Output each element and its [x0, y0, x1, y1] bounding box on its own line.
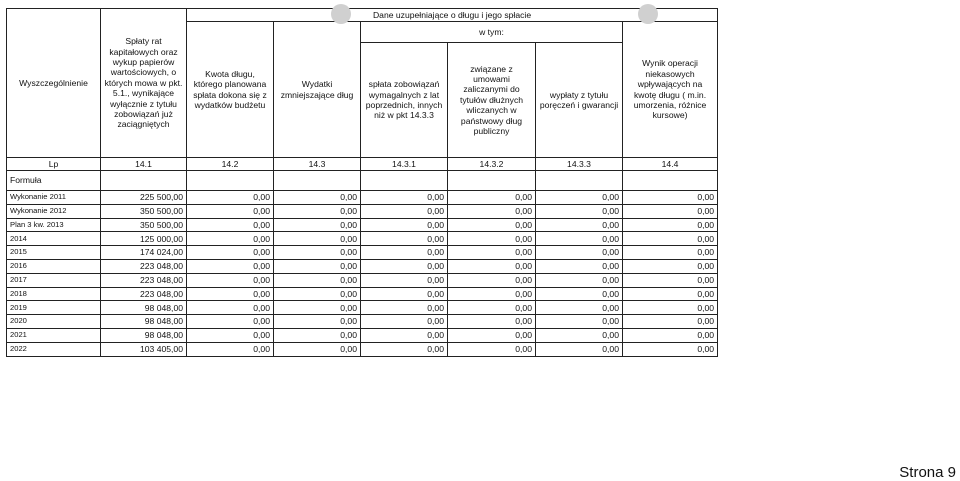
- value-cell: 0,00: [448, 218, 536, 232]
- value-cell: 174 024,00: [101, 246, 187, 260]
- table-row: [7, 232, 718, 246]
- value-cell: 0,00: [361, 273, 448, 287]
- value-cell: 225 500,00: [101, 191, 187, 205]
- value-cell: 0,00: [361, 232, 448, 246]
- value-cell: 0,00: [361, 301, 448, 315]
- value-cell: 0,00: [448, 342, 536, 356]
- value-cell: 0,00: [361, 328, 448, 342]
- value-cell: 0,00: [187, 273, 274, 287]
- value-cell: 0,00: [536, 218, 623, 232]
- value-cell: 0,00: [274, 342, 361, 356]
- table-row: [7, 191, 718, 205]
- value-cell: 0,00: [361, 191, 448, 205]
- table-row: [7, 204, 718, 218]
- value-cell: 0,00: [187, 246, 274, 260]
- header-col-14-2: Kwota długu, którego planowana spłata dokona się z wydatków budżetu: [187, 22, 274, 158]
- value-cell: 0,00: [448, 301, 536, 315]
- value-cell: 350 500,00: [101, 218, 187, 232]
- value-cell: 0,00: [274, 232, 361, 246]
- value-cell: 0,00: [274, 315, 361, 329]
- row-label: Wykonanie 2012: [7, 204, 101, 218]
- value-cell: 0,00: [448, 287, 536, 301]
- value-cell: 0,00: [274, 204, 361, 218]
- value-cell: 0,00: [536, 246, 623, 260]
- value-cell: 0,00: [361, 246, 448, 260]
- value-cell: 0,00: [536, 287, 623, 301]
- value-cell: 0,00: [274, 218, 361, 232]
- data-rows: [7, 191, 718, 357]
- value-cell: 0,00: [623, 204, 718, 218]
- value-cell: 223 048,00: [101, 273, 187, 287]
- value-cell: 0,00: [536, 328, 623, 342]
- table-row: [7, 315, 718, 329]
- formula-cell: [623, 171, 718, 191]
- formula-cell: [274, 171, 361, 191]
- lp-number: 14.3.1: [361, 158, 448, 171]
- value-cell: 0,00: [623, 301, 718, 315]
- row-label: 2021: [7, 328, 101, 342]
- value-cell: 0,00: [274, 259, 361, 273]
- value-cell: 0,00: [623, 328, 718, 342]
- value-cell: 0,00: [274, 287, 361, 301]
- lp-number: 14.3: [274, 158, 361, 171]
- value-cell: 0,00: [448, 315, 536, 329]
- scan-mark-left: [331, 4, 351, 24]
- row-label: 2017: [7, 273, 101, 287]
- table-row: [7, 287, 718, 301]
- formula-row: [7, 171, 718, 191]
- value-cell: 0,00: [623, 218, 718, 232]
- row-label: 2016: [7, 259, 101, 273]
- value-cell: 0,00: [187, 232, 274, 246]
- formula-cell: [101, 171, 187, 191]
- value-cell: 0,00: [274, 273, 361, 287]
- value-cell: 98 048,00: [101, 328, 187, 342]
- page-number: Strona 9: [899, 464, 956, 481]
- lp-number: 14.3.2: [448, 158, 536, 171]
- value-cell: 0,00: [536, 301, 623, 315]
- value-cell: 0,00: [536, 204, 623, 218]
- value-cell: 0,00: [274, 191, 361, 205]
- row-label: 2014: [7, 232, 101, 246]
- row-label: 2020: [7, 315, 101, 329]
- header-label-cell: Wyszczególnienie: [7, 9, 101, 158]
- value-cell: 0,00: [536, 342, 623, 356]
- value-cell: 0,00: [187, 259, 274, 273]
- formula-cell: [536, 171, 623, 191]
- value-cell: 0,00: [623, 315, 718, 329]
- table-row: [7, 259, 718, 273]
- value-cell: 0,00: [623, 232, 718, 246]
- header-col-14-3-1: spłata zobowiązań wymagalnych z lat poprzednich, innych niż w pkt 14.3.3: [361, 43, 448, 158]
- table-row: [7, 246, 718, 260]
- value-cell: 0,00: [274, 246, 361, 260]
- value-cell: 0,00: [187, 204, 274, 218]
- table-row: [7, 273, 718, 287]
- value-cell: 0,00: [361, 259, 448, 273]
- value-cell: 0,00: [448, 191, 536, 205]
- value-cell: 0,00: [274, 328, 361, 342]
- row-label: Plan 3 kw. 2013: [7, 218, 101, 232]
- lp-number: 14.3.3: [536, 158, 623, 171]
- header-col-14-1: Spłaty rat kapitałowych oraz wykup papierów wartościowych, o których mowa w pkt. 5.1., wynikające wyłącznie z tytułu zobowiązań już zaciągniętych: [101, 9, 187, 158]
- value-cell: 0,00: [623, 191, 718, 205]
- value-cell: 0,00: [448, 273, 536, 287]
- value-cell: 0,00: [187, 301, 274, 315]
- formula-cell: [361, 171, 448, 191]
- value-cell: 0,00: [536, 273, 623, 287]
- value-cell: 223 048,00: [101, 259, 187, 273]
- value-cell: 0,00: [187, 218, 274, 232]
- value-cell: 0,00: [448, 204, 536, 218]
- value-cell: 0,00: [361, 204, 448, 218]
- value-cell: 0,00: [623, 246, 718, 260]
- value-cell: 0,00: [187, 287, 274, 301]
- header-col-14-3: Wydatki zmniejszające dług: [274, 22, 361, 158]
- value-cell: 0,00: [536, 259, 623, 273]
- value-cell: 0,00: [448, 232, 536, 246]
- value-cell: 98 048,00: [101, 301, 187, 315]
- formula-cell: [187, 171, 274, 191]
- lp-number: 14.2: [187, 158, 274, 171]
- lp-number: 14.1: [101, 158, 187, 171]
- value-cell: 0,00: [187, 315, 274, 329]
- value-cell: 0,00: [448, 328, 536, 342]
- value-cell: 0,00: [448, 246, 536, 260]
- value-cell: 0,00: [536, 315, 623, 329]
- value-cell: 0,00: [623, 273, 718, 287]
- lp-number: 14.4: [623, 158, 718, 171]
- value-cell: 0,00: [187, 328, 274, 342]
- row-label: 2022: [7, 342, 101, 356]
- header-col-14-3-2: związane z umowami zaliczanymi do tytułów dłużnych wliczanych w państwowy dług publiczny: [448, 43, 536, 158]
- header-group-title: Dane uzupełniające o długu i jego spłacie: [187, 9, 718, 22]
- value-cell: 0,00: [536, 232, 623, 246]
- table-row: [7, 342, 718, 356]
- value-cell: 223 048,00: [101, 287, 187, 301]
- row-label: Wykonanie 2011: [7, 191, 101, 205]
- value-cell: 350 500,00: [101, 204, 187, 218]
- value-cell: 0,00: [361, 315, 448, 329]
- header-w-tym: w tym:: [361, 22, 623, 43]
- formula-cell: [448, 171, 536, 191]
- value-cell: 0,00: [623, 287, 718, 301]
- table-row: [7, 301, 718, 315]
- header-col-14-3-3: wypłaty z tytułu poręczeń i gwarancji: [536, 43, 623, 158]
- value-cell: 0,00: [187, 342, 274, 356]
- row-label: 2019: [7, 301, 101, 315]
- table-row: [7, 328, 718, 342]
- table-row: [7, 218, 718, 232]
- value-cell: 0,00: [361, 218, 448, 232]
- value-cell: 98 048,00: [101, 315, 187, 329]
- row-label: 2018: [7, 287, 101, 301]
- value-cell: 0,00: [536, 191, 623, 205]
- value-cell: 103 405,00: [101, 342, 187, 356]
- value-cell: 0,00: [187, 191, 274, 205]
- lp-row: [7, 158, 718, 171]
- value-cell: 125 000,00: [101, 232, 187, 246]
- debt-data-table: [6, 8, 718, 357]
- value-cell: 0,00: [623, 259, 718, 273]
- row-label: 2015: [7, 246, 101, 260]
- formula-label: Formuła: [7, 171, 101, 191]
- value-cell: 0,00: [448, 259, 536, 273]
- value-cell: 0,00: [361, 287, 448, 301]
- header-col-14-4: Wynik operacji niekasowych wpływających na kwotę długu ( m.in. umorzenia, różnice kursowe): [623, 22, 718, 158]
- lp-label: Lp: [7, 158, 101, 171]
- scan-mark-right: [638, 4, 658, 24]
- value-cell: 0,00: [274, 301, 361, 315]
- value-cell: 0,00: [623, 342, 718, 356]
- value-cell: 0,00: [361, 342, 448, 356]
